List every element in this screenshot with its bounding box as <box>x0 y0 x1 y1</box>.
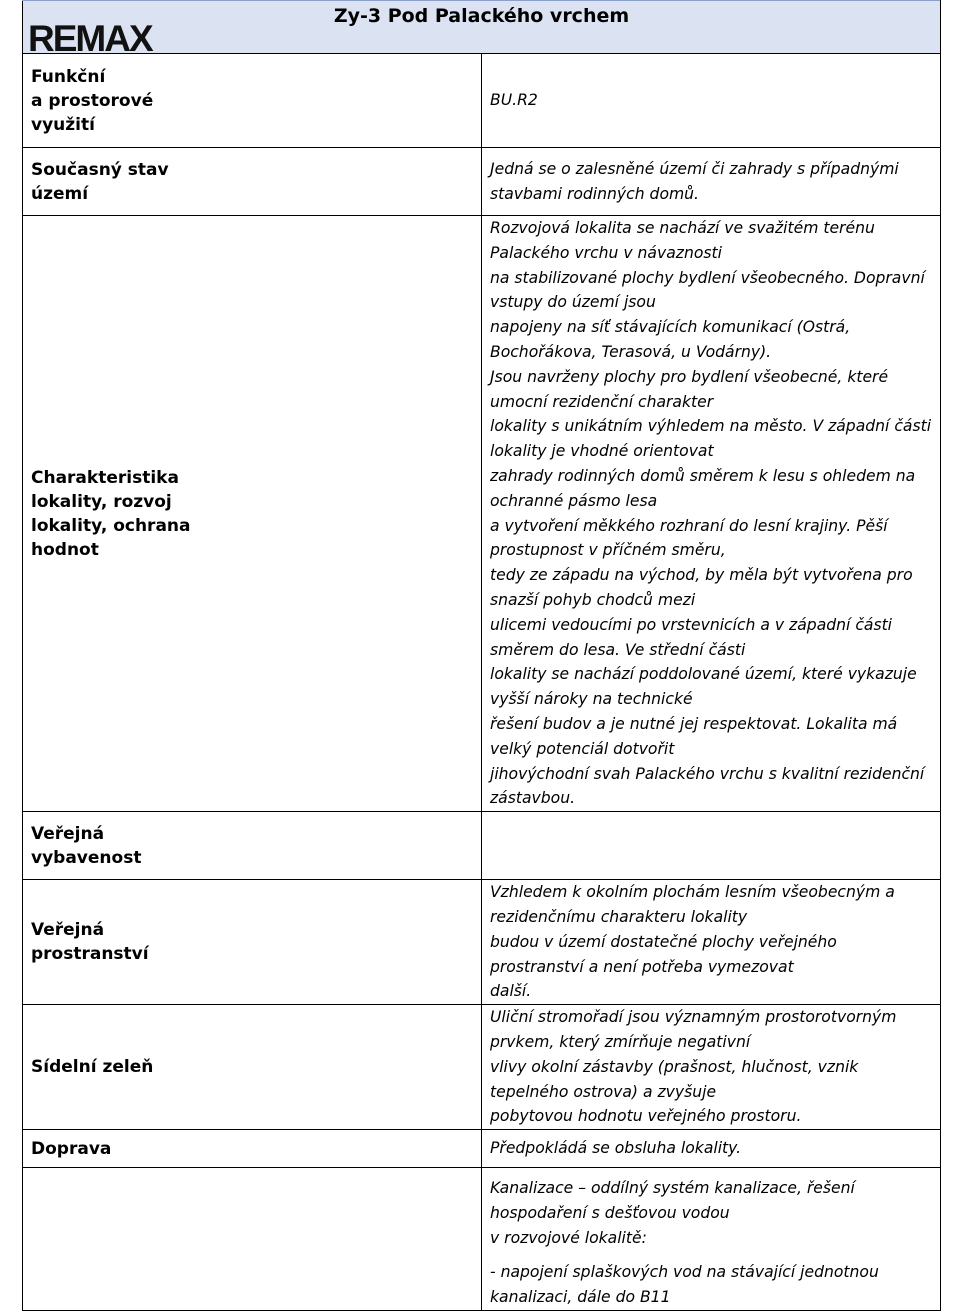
label-text: Současný stav území <box>31 159 169 204</box>
row-value: BU.R2 <box>482 54 941 148</box>
value-text: Kanalizace – oddílný systém kanalizace, řešení hospodaření s dešťovou vodou v rozvojové lokalitě: <box>490 1179 855 1247</box>
table-row <box>23 1005 941 1130</box>
table-title: Zy-3 Pod Palackého vrchem <box>23 1 941 54</box>
row-value: Předpokládá se obsluha lokality. <box>482 1130 941 1168</box>
table-row <box>23 880 941 1005</box>
value-text: Vzhledem k okolním plochám lesním všeobecným a rezidenčnímu charakteru lokality budou v území dostatečné plochy veřejného prostranství a není potřeba vymezovat další. <box>490 883 895 1001</box>
table-row <box>23 216 941 812</box>
row-label <box>23 1005 482 1130</box>
label-text: Charakteristika lokality, rozvoj lokality, ochrana hodnot <box>31 467 191 560</box>
row-label <box>23 148 482 216</box>
row-value <box>482 216 941 812</box>
zone-table <box>22 0 941 1311</box>
row-label <box>23 216 482 812</box>
row-value <box>482 880 941 1005</box>
title-row <box>23 1 941 54</box>
row-label <box>23 1168 482 1311</box>
label-text: Doprava <box>31 1138 112 1159</box>
value-text: Rozvojová lokalita se nachází ve svažitém terénu Palackého vrchu v návaznosti na stabilizované plochy bydlení všeobecného. Dopravní vstupy do území jsou napojeny na síť stávajících komunikací (Ostrá, Bochořákova, Terasová, u Vodárny). Jsou navrženy plochy pro bydlení všeobecné, které umocní rezidenční charakter lokality s unikátním výhledem na město. V západní části lokality je vhodné orientovat zahrady rodinných domů směrem k lesu s ohledem na ochranné pásmo lesa a vytvoření měkkého rozhraní do lesní krajiny. Pěší prostupnost v příčném směru, tedy ze západu na východ, by měla být vytvořena pro snazší pohyb chodců mezi ulicemi vedoucími po vrstevnicích a v západní části směrem do lesa. Ve střední části lokality se nachází poddolované území, které vykazuje vyšší nároky na technické řešení budov a je nutné jej respektovat. Lokalita má velký potenciál dotvořit jihovýchodní svah Palackého vrchu s kvalitní rezidenční zástavbou. <box>490 219 932 808</box>
label-text: Funkční a prostorové využití <box>31 66 154 135</box>
row-label <box>23 812 482 880</box>
label-text: Veřejná vybavenost <box>31 823 142 868</box>
value-text: Uliční stromořadí jsou významným prostorotvorným prvkem, který zmírňuje negativní vlivy okolní zástavby (prašnost, hlučnost, vznik tepelného ostrova) a zvyšuje pobytovou hodnotu veřejného prostoru. <box>490 1008 897 1126</box>
table-row <box>23 1168 941 1311</box>
remax-logo: REMAX <box>28 18 152 59</box>
row-value <box>482 1168 941 1311</box>
row-label <box>23 1130 482 1168</box>
row-value <box>482 812 941 880</box>
table-row <box>23 1130 941 1168</box>
value-text: - napojení splaškových vod na stávající jednotnou kanalizaci, dále do B11 <box>490 1263 879 1307</box>
table-row <box>23 54 941 148</box>
row-value <box>482 1005 941 1130</box>
spacer <box>490 1250 932 1260</box>
table-row <box>23 812 941 880</box>
row-label <box>23 880 482 1005</box>
label-text: Sídelní zeleň <box>31 1057 154 1078</box>
table-row <box>23 148 941 216</box>
row-value: Jedná se o zalesněné území či zahrady s případnými stavbami rodinných domů. <box>482 148 941 216</box>
label-text: Veřejná prostranství <box>31 920 149 965</box>
row-label <box>23 54 482 148</box>
